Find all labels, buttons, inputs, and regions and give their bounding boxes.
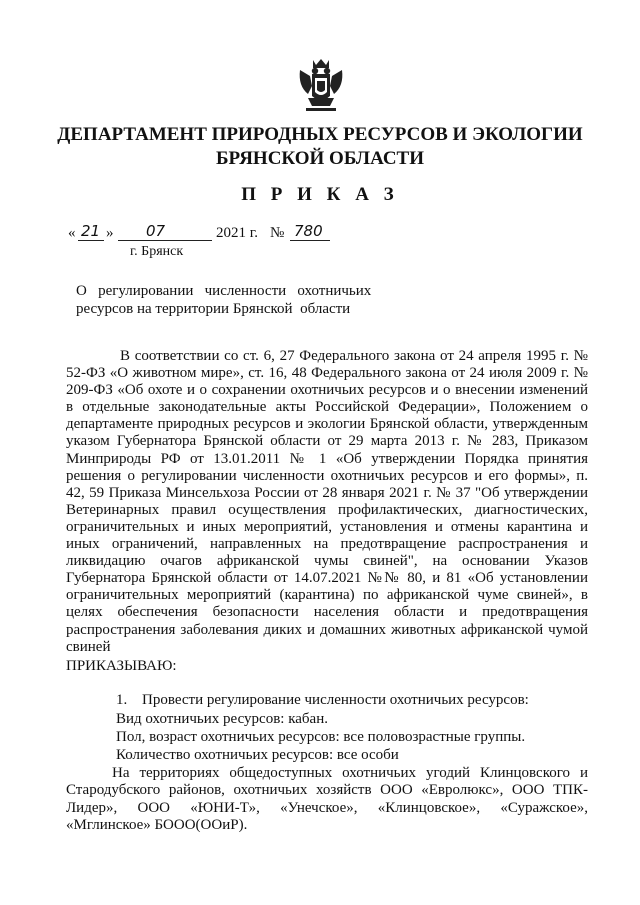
date-number-row [68, 222, 368, 246]
month-underline [118, 240, 212, 241]
document-type-title: П Р И К А З [241, 184, 399, 205]
item-1-number: 1. [116, 692, 128, 708]
handwritten-day: 21 [81, 222, 101, 240]
day-underline [78, 240, 104, 241]
order-subject [76, 282, 386, 318]
subject-line-1: О регулировании численности охотничьих [76, 283, 372, 299]
handwritten-number: 780 [294, 222, 323, 240]
number-sign: № [270, 225, 285, 241]
year-label: 2021 г. [216, 225, 258, 241]
item-1-title: Провести регулирование численности охотничьих ресурсов: [142, 692, 529, 708]
item-1-species: Вид охотничьих ресурсов: кабан. [116, 711, 328, 727]
item-1-territory: На территориях общедоступных охотничьих угодий Клинцовского и Стародубского районов, охотничьих хозяйств ООО «Евролюкс», ООО ТПК-Лидер», ООО «ЮНИ-Т», «Унечское», «Клинцовское», «Суражское», «Мглинское» БООО(ООиР). [66, 765, 588, 834]
department-title: ДЕПАРТАМЕНТ ПРИРОДНЫХ РЕСУРСОВ И ЭКОЛОГИИ [57, 124, 583, 145]
quote-close: » [106, 225, 114, 241]
city-label: г. Брянск [130, 244, 184, 259]
subject-line-2: ресурсов на территории Брянской области [76, 301, 351, 317]
orders-heading: ПРИКАЗЫВАЮ: [66, 658, 177, 674]
item-1-sex-age: Пол, возраст охотничьих ресурсов: все половозрастные группы. [116, 729, 526, 745]
handwritten-month: 07 [146, 222, 166, 240]
preamble-paragraph: В соответствии со ст. 6, 27 Федерального закона от 24 апреля 1995 г. № 52-ФЗ «О животном мире», ст. 16, 48 Федерального закона от 24 июля 2009 г. № 209-ФЗ «Об охоте и о сохранении охотничьих ресурсов и о внесении изменений в отдельные законодательные акты Российской Федерации», Положением о департаменте природных ресурсов и экологии Брянской области, утвержденным указом Губернатора Брянской области от 29 марта 2013 г. № 283, Приказом Минприроды РФ от 13.01.2011 № 1 «Об утверждении Порядка принятия решения о регулировании численности охотничьих ресурсов и его формы», п. 42, 59 Приказа Минсельхоза России от 28 января 2021 г. № 37 "Об утверждении Ветеринарных правил осуществления профилактических, диагностических, ограничительных и иных мероприятий, установления и отмены карантина и иных ограничений, направленных на предотвращение распространения и ликвидацию очагов африканской чумы свиней", на основании Указов Губернатора Брянской области от 14.07.2021 №№ 80, и 81 «Об установлении ограничительных мероприятий (карантина) по африканской чуме свиней», в целях обеспечения безопасности населения области и предотвращения распространения заболевания диких и домашних животных африканской чумой свиней [66, 348, 588, 655]
coat-of-arms-icon [296, 56, 346, 116]
item-1-heading [116, 692, 529, 709]
item-1-quantity: Количество охотничьих ресурсов: все особи [116, 747, 399, 763]
quote-open: « [68, 225, 76, 241]
region-title: БРЯНСКОЙ ОБЛАСТИ [215, 148, 425, 169]
number-underline [290, 240, 330, 241]
